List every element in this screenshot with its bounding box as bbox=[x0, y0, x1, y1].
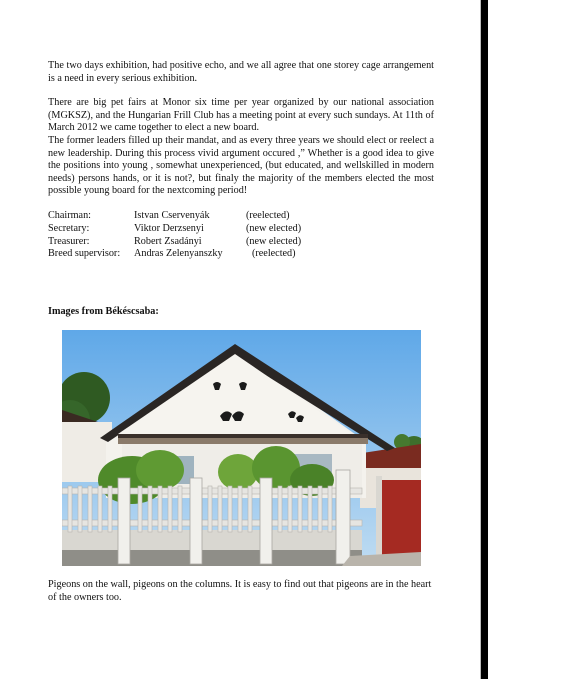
paragraph-pet-fairs: There are big pet fairs at Monor six time per year organized by our national association (MGKSZ), and the Hungarian Frill Club has a meeting point at every such sundays. At 11th of March 2012 we came together to elect a new board. bbox=[48, 97, 434, 134]
images-heading: Images from Békéscsaba: bbox=[48, 306, 159, 317]
officer-role: Secretary: bbox=[48, 222, 90, 234]
officer-row-secretary bbox=[48, 223, 434, 236]
officer-name: Viktor Derzsenyi bbox=[134, 222, 204, 234]
officer-row-chairman bbox=[48, 210, 434, 223]
officer-role: Breed supervisor: bbox=[48, 248, 121, 260]
officer-status: (reelected) bbox=[246, 209, 290, 221]
photo-caption: Pigeons on the wall, pigeons on the columns. It is easy to find out that pigeons are in the heart of the owners too. bbox=[48, 579, 432, 603]
officer-role: Treasurer: bbox=[48, 235, 90, 247]
officer-row-breed-supervisor bbox=[48, 248, 434, 261]
paragraph-exhibition: The two days exhibition, had positive echo, and we all agree that one storey cage arrangement is a need in every serious exhibition. bbox=[48, 60, 434, 84]
article-body bbox=[48, 60, 434, 261]
officer-name: Istvan Cservenyák bbox=[134, 209, 210, 221]
officer-status: (new elected) bbox=[246, 235, 302, 247]
page-shadow bbox=[481, 0, 488, 679]
officers-list bbox=[48, 210, 434, 261]
officer-name: Andras Zelenyanszky bbox=[134, 248, 223, 260]
officer-role: Chairman: bbox=[48, 209, 92, 221]
officer-status: (reelected) bbox=[252, 248, 296, 260]
officer-row-treasurer bbox=[48, 236, 434, 249]
paragraph-election: The former leaders filled up their mandat, and as every three years we should elect or reelect a new leadership. During this process vivid argument occured ,” Whether is a good idea to give the positions into young , somewhat unexperienced, (but educated, and wellskilled in modern needs) persons hands, or it is not?, but finaly the majority of the members elected the most possible young board for the nextcoming period! bbox=[48, 134, 434, 197]
officer-name: Robert Zsadányi bbox=[134, 235, 202, 247]
officer-status: (new elected) bbox=[246, 222, 302, 234]
house-photo bbox=[62, 330, 421, 566]
